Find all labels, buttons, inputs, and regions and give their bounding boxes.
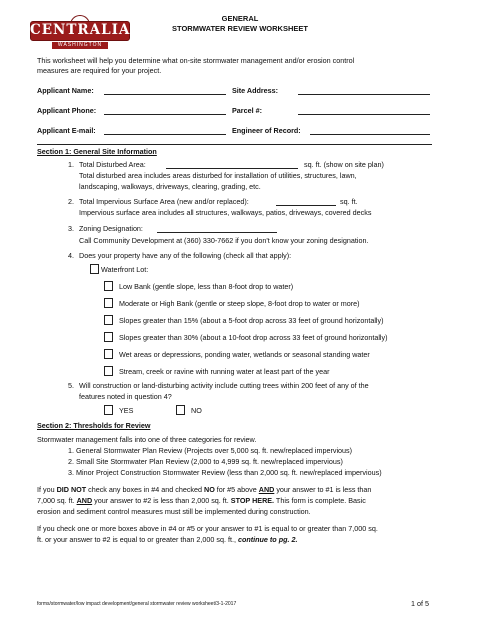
yes-label: YES bbox=[119, 406, 134, 415]
waterfront-checkbox[interactable] bbox=[90, 264, 99, 274]
q1-unit: sq. ft. (show on site plan) bbox=[304, 160, 384, 169]
stream-label: Stream, creek or ravine with running water at least part of the year bbox=[119, 367, 330, 376]
applicant-name-label: Applicant Name: bbox=[37, 86, 94, 95]
q5-line2: features noted in question 4? bbox=[79, 392, 172, 401]
applicant-phone-field[interactable] bbox=[104, 114, 226, 115]
site-address-field[interactable] bbox=[298, 94, 430, 95]
applicant-name-field[interactable] bbox=[104, 94, 226, 95]
header-line2: STORMWATER REVIEW WORKSHEET bbox=[172, 24, 308, 33]
impervious-area-field[interactable] bbox=[276, 205, 336, 206]
q3-number: 3. bbox=[68, 224, 74, 233]
q1-label: Total Disturbed Area: bbox=[79, 160, 146, 169]
parcel-field[interactable] bbox=[298, 114, 430, 115]
stream-checkbox[interactable] bbox=[104, 366, 113, 376]
q2-label: Total Impervious Surface Area (new and/or replaced): bbox=[79, 197, 249, 206]
no-label: NO bbox=[191, 406, 202, 415]
low-bank-checkbox[interactable] bbox=[104, 281, 113, 291]
disturbed-area-field[interactable] bbox=[166, 168, 298, 169]
q2-number: 2. bbox=[68, 197, 74, 206]
slope-30-checkbox[interactable] bbox=[104, 332, 113, 342]
continue-paragraph-line1: If you check one or more boxes above in #4 or #5 or your answer to #1 is equal to or greater than 7,000 sq. bbox=[37, 524, 378, 533]
stop-paragraph-line3: erosion and sediment control measures must still be implemented during construction. bbox=[37, 507, 311, 516]
q3-desc1: Call Community Development at (360) 330-7662 if you don't know your zoning designation. bbox=[79, 236, 369, 245]
q5-number: 5. bbox=[68, 381, 74, 390]
q5-line1: Will construction or land-disturbing activity include cutting trees within 200 feet of any of the bbox=[79, 381, 369, 390]
parcel-label: Parcel #: bbox=[232, 106, 262, 115]
applicant-email-label: Applicant E-mail: bbox=[37, 126, 96, 135]
centralia-logo bbox=[30, 15, 130, 49]
logo-subtitle: WASHINGTON bbox=[52, 42, 108, 49]
slope-30-label: Slopes greater than 30% (about a 10-foot drop across 33 feet of ground horizontally) bbox=[119, 333, 388, 342]
section2-heading: Section 2: Thresholds for Review bbox=[37, 421, 151, 430]
site-address-label: Site Address: bbox=[232, 86, 279, 95]
section2-intro: Stormwater management falls into one of three categories for review. bbox=[37, 435, 257, 444]
intro-line2: measures are required for your project. bbox=[37, 66, 162, 75]
wet-areas-checkbox[interactable] bbox=[104, 349, 113, 359]
q3-label: Zoning Designation: bbox=[79, 224, 143, 233]
applicant-phone-label: Applicant Phone: bbox=[37, 106, 97, 115]
header-line1: GENERAL bbox=[221, 14, 259, 23]
slope-15-checkbox[interactable] bbox=[104, 315, 113, 325]
engineer-field[interactable] bbox=[310, 134, 430, 135]
no-checkbox[interactable] bbox=[176, 405, 185, 415]
zoning-designation-field[interactable] bbox=[157, 232, 277, 233]
review-category-1: 1. General Stormwater Plan Review (Projects over 5,000 sq. ft. new/replaced impervious) bbox=[68, 446, 353, 455]
q4-label: Does your property have any of the following (check all that apply): bbox=[79, 251, 292, 260]
applicant-email-field[interactable] bbox=[104, 134, 226, 135]
waterfront-label: Waterfront Lot: bbox=[101, 265, 149, 274]
q4-number: 4. bbox=[68, 251, 74, 260]
footer-path: forms/stormwater/low impact development/general stormwater review worksheet/3-1-2017 bbox=[37, 601, 237, 607]
section1-heading: Section 1: General Site Information bbox=[37, 147, 157, 156]
q1-desc1: Total disturbed area includes areas disturbed for installation of utilities, structures, lawn, bbox=[79, 171, 357, 180]
q2-unit: sq. ft. bbox=[340, 197, 358, 206]
stop-paragraph-line1: If you DID NOT check any boxes in #4 and checked NO for #5 above AND your answer to #1 is less than bbox=[37, 485, 372, 494]
low-bank-label: Low Bank (gentle slope, less than 8-foot drop to water) bbox=[119, 282, 294, 291]
q1-desc2: landscaping, walkways, driveways, clearing, grading, etc. bbox=[79, 182, 261, 191]
slope-15-label: Slopes greater than 15% (about a 5-foot drop across 33 feet of ground horizontally) bbox=[119, 316, 384, 325]
q2-desc1: Impervious surface area includes all structures, walkways, patios, driveways, covered decks bbox=[79, 208, 372, 217]
page-number: 1 of 5 bbox=[411, 599, 429, 608]
divider bbox=[37, 144, 432, 145]
intro-line1: This worksheet will help you determine what on-site stormwater management and/or erosion control bbox=[37, 56, 355, 65]
moderate-bank-checkbox[interactable] bbox=[104, 298, 113, 308]
logo-text: CENTRALIA bbox=[30, 22, 131, 38]
engineer-label: Engineer of Record: bbox=[232, 126, 301, 135]
review-category-3: 3. Minor Project Construction Stormwater Review (less than 2,000 sq. ft. new/replaced impervious) bbox=[68, 468, 382, 477]
stop-paragraph-line2: 7,000 sq. ft. AND your answer to #2 is less than 2,000 sq. ft. STOP HERE. This form is complete. Basic bbox=[37, 496, 366, 505]
wet-areas-label: Wet areas or depressions, ponding water, wetlands or seasonal standing water bbox=[119, 350, 370, 359]
review-category-2: 2. Small Site Stormwater Plan Review (2,000 to 4,999 sq. ft. new/replaced impervious) bbox=[68, 457, 343, 466]
yes-checkbox[interactable] bbox=[104, 405, 113, 415]
continue-paragraph-line2: ft. or your answer to #2 is equal to or greater than 2,000 sq. ft., continue to pg. 2. bbox=[37, 535, 298, 544]
q1-number: 1. bbox=[68, 160, 74, 169]
moderate-bank-label: Moderate or High Bank (gentle or steep slope, 8-foot drop to water or more) bbox=[119, 299, 360, 308]
